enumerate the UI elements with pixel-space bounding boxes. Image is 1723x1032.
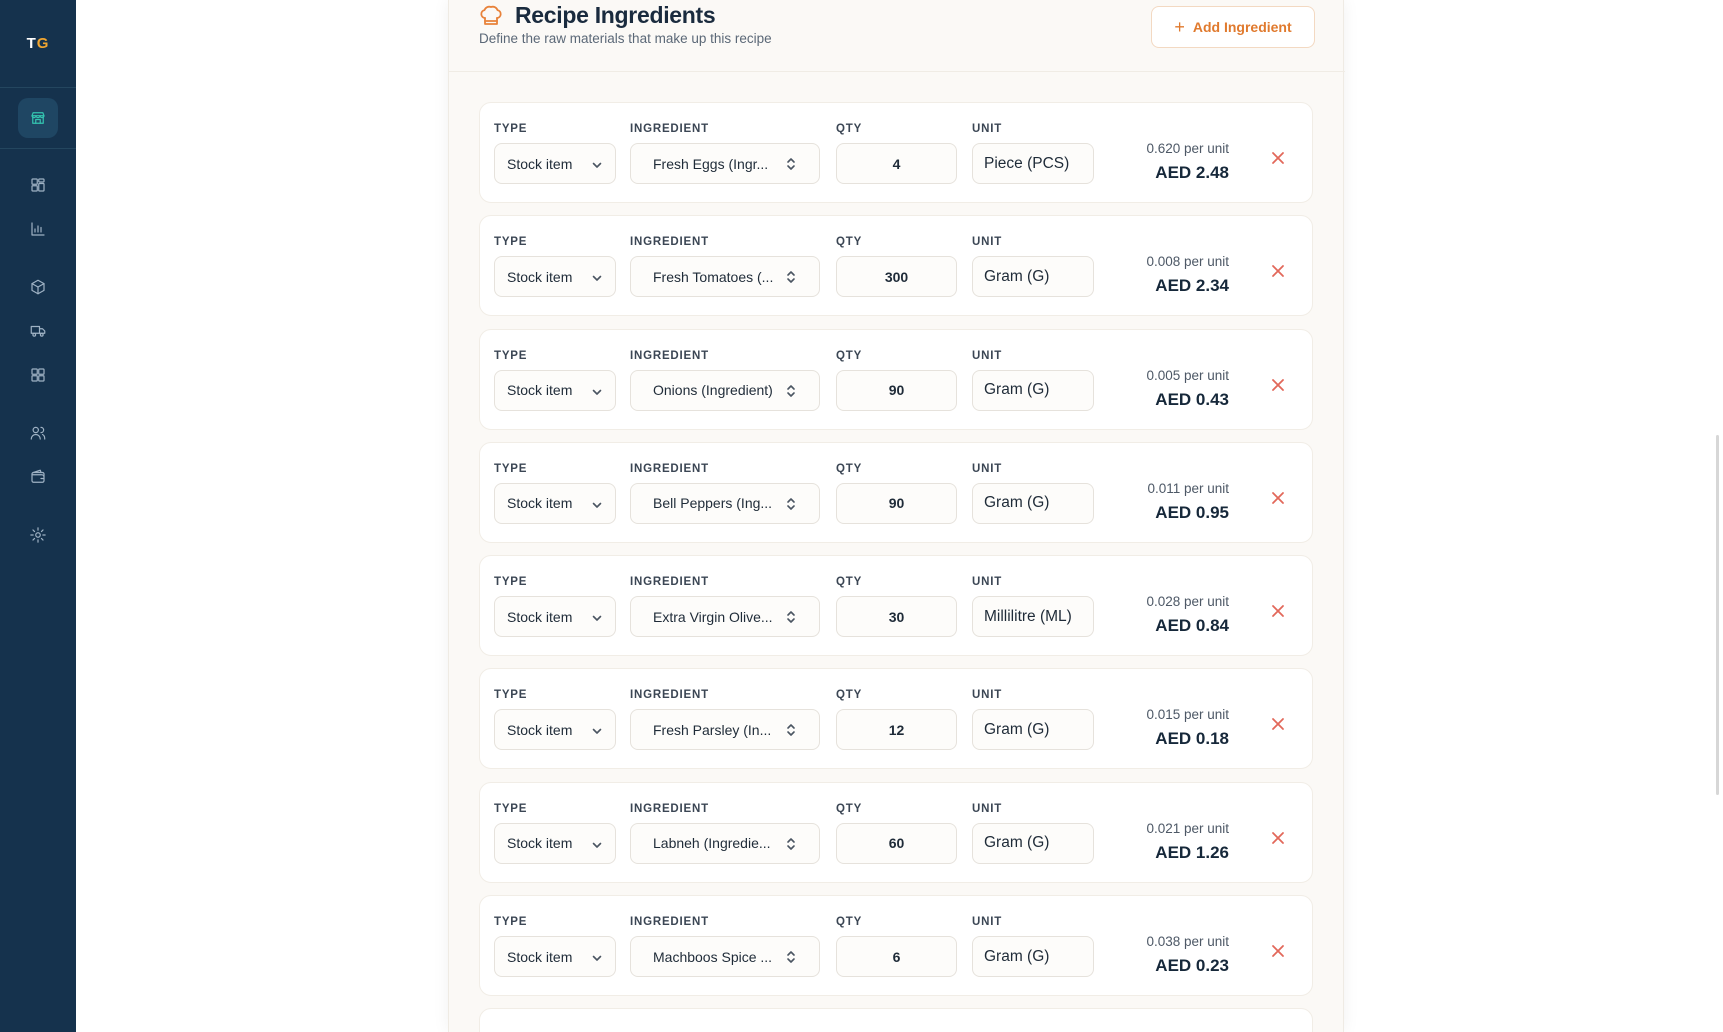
ingredient-value: Bell Peppers (Ing... <box>653 495 773 512</box>
type-select[interactable] <box>494 709 616 750</box>
unit-label: UNIT <box>972 916 1003 929</box>
line-total: AED 2.34 <box>1155 276 1229 296</box>
close-icon[interactable] <box>1269 262 1287 280</box>
chevron-updown-icon <box>785 722 797 738</box>
unit-value: Gram (G) <box>984 267 1050 285</box>
add-ingredient-label: Add Ingredient <box>1192 19 1292 35</box>
ingredient-row <box>479 442 1313 543</box>
unit-label: UNIT <box>972 802 1003 815</box>
ingredient-label: INGREDIENT <box>630 689 709 702</box>
ingredient-value: Fresh Eggs (Ingr... <box>653 155 769 172</box>
ingredient-value: Extra Virgin Olive... <box>653 608 773 625</box>
logo-letter-g: G <box>36 35 50 52</box>
close-icon[interactable] <box>1269 829 1287 847</box>
sidebar-item-finance[interactable] <box>0 457 76 501</box>
unit-field <box>972 709 1094 750</box>
unit-label: UNIT <box>972 236 1003 249</box>
add-ingredient-button[interactable] <box>1151 6 1315 48</box>
chevron-updown-icon <box>785 156 797 172</box>
ingredient-label: INGREDIENT <box>630 802 709 815</box>
chevron-down-icon <box>591 838 603 850</box>
qty-value: 90 <box>888 495 905 512</box>
recipe-ingredients-panel <box>448 0 1344 1032</box>
qty-input[interactable] <box>836 483 957 524</box>
type-value: Stock item <box>507 948 573 965</box>
ingredient-combobox[interactable] <box>630 143 820 184</box>
cost-per-unit: 0.008 per unit <box>1146 254 1229 270</box>
ingredient-row <box>479 1008 1313 1032</box>
ingredient-value: Machboos Spice ... <box>653 948 773 965</box>
line-total: AED 0.95 <box>1155 502 1229 522</box>
unit-label: UNIT <box>972 123 1003 135</box>
close-icon[interactable] <box>1269 376 1287 394</box>
dashboard-icon <box>29 176 47 199</box>
type-label: TYPE <box>494 123 528 135</box>
ingredient-combobox[interactable] <box>630 483 820 524</box>
chevron-down-icon <box>591 498 603 510</box>
ingredient-value: Onions (Ingredient) <box>653 382 773 399</box>
qty-input[interactable] <box>836 709 957 750</box>
ingredient-row <box>479 329 1313 430</box>
qty-label: QTY <box>836 349 863 362</box>
unit-field <box>972 483 1094 524</box>
close-icon[interactable] <box>1269 715 1287 733</box>
grid-icon <box>29 366 47 389</box>
qty-label: QTY <box>836 916 863 929</box>
sidebar-item-settings[interactable] <box>0 515 76 559</box>
unit-value: Gram (G) <box>984 381 1050 399</box>
sidebar <box>0 0 76 1032</box>
chevron-down-icon <box>591 271 603 283</box>
line-total: AED 0.18 <box>1155 729 1229 749</box>
close-icon[interactable] <box>1269 149 1287 167</box>
type-select[interactable] <box>494 483 616 524</box>
ingredient-combobox[interactable] <box>630 596 820 637</box>
ingredient-combobox[interactable] <box>630 709 820 750</box>
page-title: Recipe Ingredients <box>515 2 716 28</box>
type-select[interactable] <box>494 256 616 297</box>
cost-per-unit: 0.015 per unit <box>1146 707 1229 723</box>
type-select[interactable] <box>494 936 616 977</box>
unit-field <box>972 936 1094 977</box>
unit-value: Piece (PCS) <box>984 154 1070 172</box>
type-label: TYPE <box>494 236 528 249</box>
type-label: TYPE <box>494 462 528 475</box>
qty-value: 300 <box>884 268 909 285</box>
close-icon[interactable] <box>1269 489 1287 507</box>
chevron-updown-icon <box>785 496 797 512</box>
type-value: Stock item <box>507 721 573 738</box>
type-value: Stock item <box>507 155 573 172</box>
qty-input[interactable] <box>836 823 957 864</box>
qty-input[interactable] <box>836 936 957 977</box>
ingredient-row <box>479 668 1313 769</box>
type-value: Stock item <box>507 608 573 625</box>
qty-input[interactable] <box>836 256 957 297</box>
unit-value: Gram (G) <box>984 834 1050 852</box>
chevron-down-icon <box>591 724 603 736</box>
ingredient-label: INGREDIENT <box>630 349 709 362</box>
qty-label: QTY <box>836 123 863 135</box>
cost-per-unit: 0.028 per unit <box>1146 594 1229 610</box>
ingredient-combobox[interactable] <box>630 936 820 977</box>
unit-label: UNIT <box>972 689 1003 702</box>
type-select[interactable] <box>494 143 616 184</box>
sidebar-item-dashboard[interactable] <box>0 165 76 209</box>
sidebar-section-main <box>0 149 76 559</box>
chevron-updown-icon <box>785 383 797 399</box>
ingredient-value: Fresh Tomatoes (... <box>653 268 774 285</box>
qty-label: QTY <box>836 802 863 815</box>
qty-value: 12 <box>888 721 905 738</box>
ingredient-label: INGREDIENT <box>630 236 709 249</box>
close-icon[interactable] <box>1269 602 1287 620</box>
unit-field <box>972 596 1094 637</box>
chevron-updown-icon <box>785 609 797 625</box>
type-select[interactable] <box>494 370 616 411</box>
sidebar-item-inventory[interactable] <box>0 267 76 311</box>
page-subtitle: Define the raw materials that make up this recipe <box>479 31 772 46</box>
unit-field <box>972 823 1094 864</box>
ingredient-label: INGREDIENT <box>630 123 709 135</box>
ingredient-row <box>479 102 1313 203</box>
plus-icon: + <box>1174 17 1185 37</box>
ingredient-combobox[interactable] <box>630 370 820 411</box>
type-select[interactable] <box>494 823 616 864</box>
sidebar-item-catalog[interactable] <box>0 355 76 399</box>
line-total: AED 0.23 <box>1155 956 1229 976</box>
box-icon <box>29 278 47 301</box>
cost-per-unit: 0.011 per unit <box>1147 480 1229 496</box>
ingredient-label: INGREDIENT <box>630 916 709 929</box>
chevron-updown-icon <box>785 949 797 965</box>
sidebar-item-reports[interactable] <box>0 209 76 253</box>
type-label: TYPE <box>494 916 528 929</box>
scrollbar[interactable] <box>1716 435 1719 795</box>
store-icon <box>18 98 58 138</box>
unit-value: Gram (G) <box>984 947 1050 965</box>
type-label: TYPE <box>494 689 528 702</box>
logo-letter-t: T <box>26 35 37 52</box>
sidebar-item-deliveries[interactable] <box>0 311 76 355</box>
line-total: AED 1.26 <box>1155 842 1229 862</box>
unit-value: Millilitre (ML) <box>984 607 1072 625</box>
qty-label: QTY <box>836 576 863 589</box>
truck-icon <box>29 322 47 345</box>
type-select[interactable] <box>494 596 616 637</box>
ingredient-label: INGREDIENT <box>630 576 709 589</box>
line-total: AED 0.84 <box>1155 616 1229 636</box>
ingredient-combobox[interactable] <box>630 256 820 297</box>
qty-value: 4 <box>892 155 901 172</box>
type-label: TYPE <box>494 576 528 589</box>
unit-value: Gram (G) <box>984 720 1050 738</box>
chevron-updown-icon <box>785 269 797 285</box>
chef-hat-icon <box>479 4 503 28</box>
cost-per-unit: 0.021 per unit <box>1146 820 1229 836</box>
qty-value: 90 <box>888 382 905 399</box>
type-value: Stock item <box>507 495 573 512</box>
type-value: Stock item <box>507 268 573 285</box>
qty-label: QTY <box>836 236 863 249</box>
qty-label: QTY <box>836 462 863 475</box>
chevron-down-icon <box>591 951 603 963</box>
type-value: Stock item <box>507 835 573 852</box>
unit-field <box>972 370 1094 411</box>
type-value: Stock item <box>507 382 573 399</box>
ingredient-value: Labneh (Ingredie... <box>653 835 771 852</box>
type-label: TYPE <box>494 802 528 815</box>
wallet-icon <box>29 468 47 491</box>
sidebar-item-store[interactable] <box>0 96 76 140</box>
unit-label: UNIT <box>972 349 1003 362</box>
close-icon[interactable] <box>1269 942 1287 960</box>
type-label: TYPE <box>494 349 528 362</box>
ingredient-value: Fresh Parsley (In... <box>653 721 772 738</box>
ingredient-combobox[interactable] <box>630 823 820 864</box>
chevron-down-icon <box>591 611 603 623</box>
qty-value: 30 <box>888 608 905 625</box>
settings-icon <box>29 526 47 549</box>
chevron-down-icon <box>591 385 603 397</box>
sidebar-section-primary <box>0 88 76 149</box>
unit-label: UNIT <box>972 462 1003 475</box>
ingredient-row <box>479 215 1313 316</box>
cost-per-unit: 0.038 per unit <box>1146 934 1229 950</box>
qty-value: 60 <box>888 835 905 852</box>
chevron-updown-icon <box>785 836 797 852</box>
users-icon <box>29 424 47 447</box>
line-total: AED 2.48 <box>1155 163 1229 182</box>
chevron-down-icon <box>591 158 603 170</box>
unit-value: Gram (G) <box>984 494 1050 512</box>
logo[interactable] <box>0 0 76 88</box>
qty-label: QTY <box>836 689 863 702</box>
line-total: AED 0.43 <box>1155 389 1229 409</box>
qty-input[interactable] <box>836 370 957 411</box>
unit-label: UNIT <box>972 576 1003 589</box>
cost-per-unit: 0.620 per unit <box>1146 141 1229 156</box>
ingredient-row <box>479 782 1313 883</box>
panel-header <box>449 0 1345 72</box>
ingredient-list <box>479 102 1313 1032</box>
ingredient-row <box>479 895 1313 996</box>
qty-value: 6 <box>892 948 901 965</box>
unit-field <box>972 143 1094 184</box>
cost-per-unit: 0.005 per unit <box>1146 367 1229 383</box>
chart-icon <box>29 220 47 243</box>
sidebar-item-users[interactable] <box>0 413 76 457</box>
ingredient-row <box>479 555 1313 656</box>
qty-input[interactable] <box>836 596 957 637</box>
qty-input[interactable] <box>836 143 957 184</box>
unit-field <box>972 256 1094 297</box>
ingredient-label: INGREDIENT <box>630 462 709 475</box>
